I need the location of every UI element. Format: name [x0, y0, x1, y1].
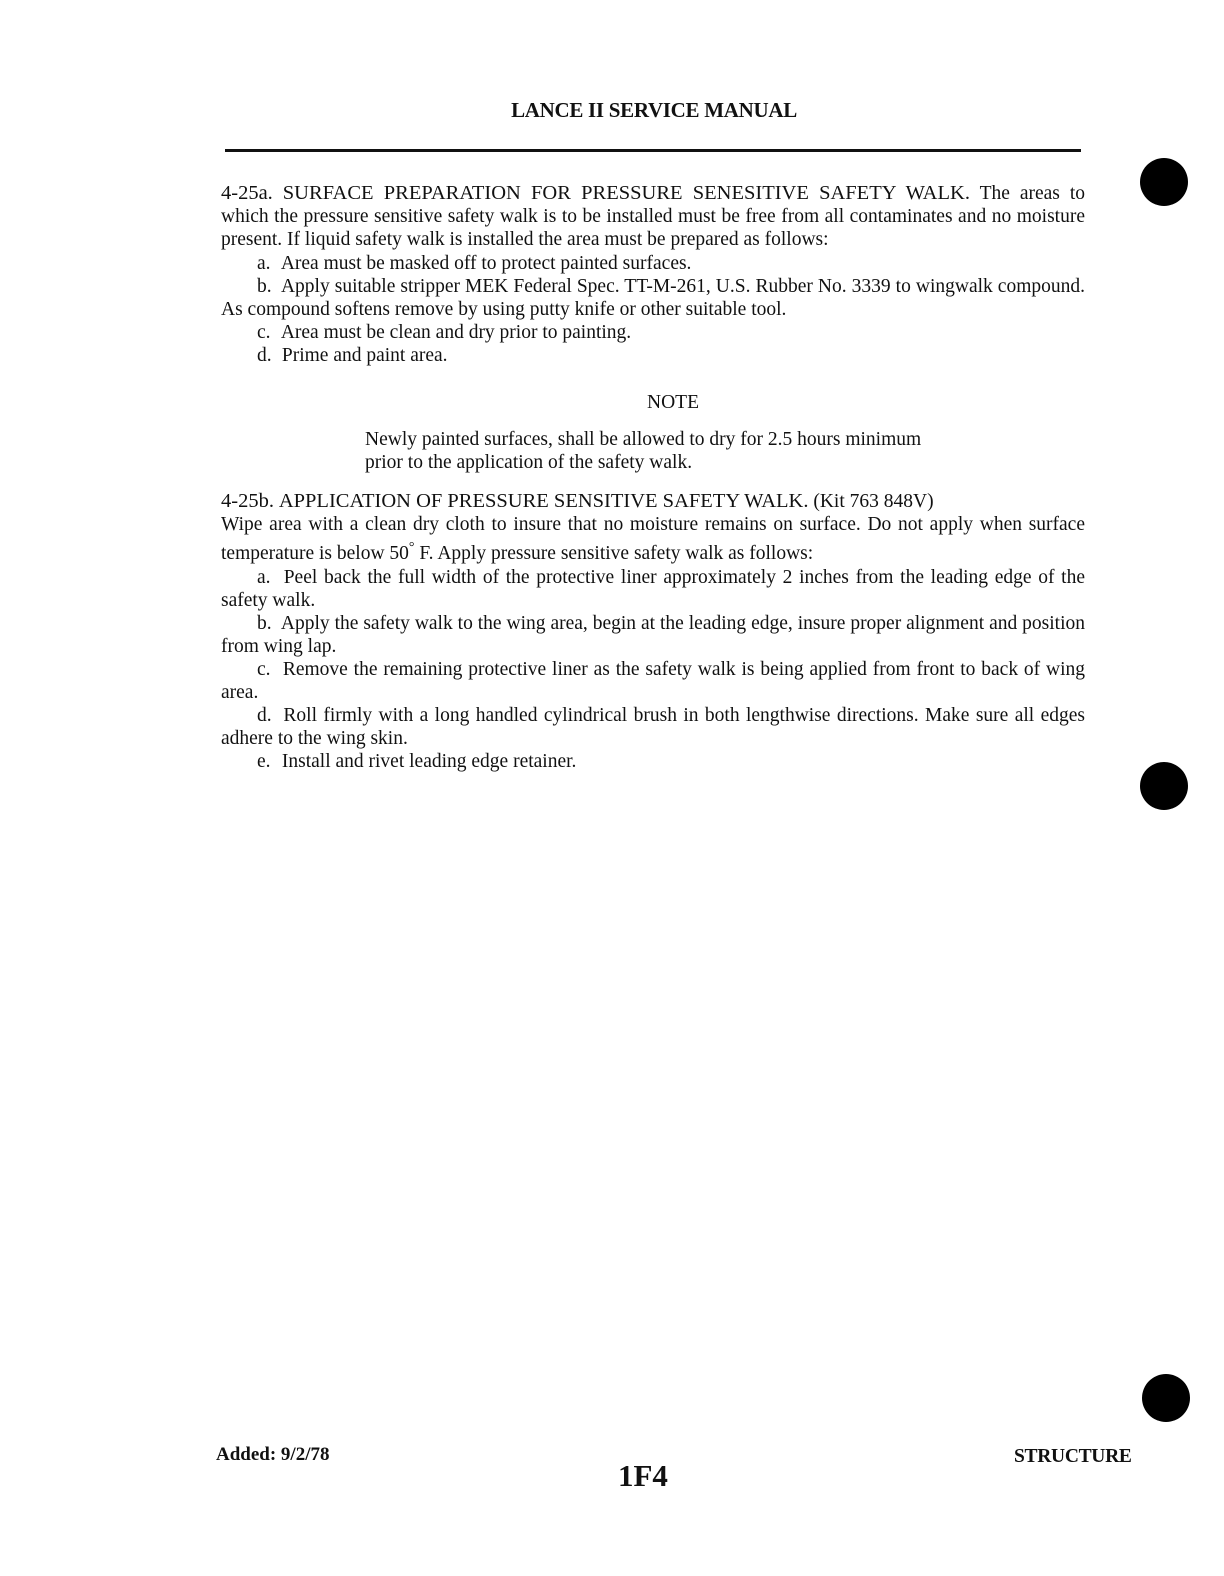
- section-b-heading: APPLICATION OF PRESSURE SENSITIVE SAFETY WALK.: [278, 490, 809, 512]
- section-b-kit-number: (Kit 763 848V): [813, 491, 934, 512]
- section-b-intro-text-end: F. Apply pressure sensitive safety walk as follows:: [414, 543, 814, 564]
- section-b-intro-text: Wipe area with a clean dry cloth to insure that no moisture remains on surface. Do not apply when surface temperature is below 50: [221, 514, 1085, 564]
- footer-chapter: STRUCTURE: [1014, 1446, 1132, 1467]
- step-label: a.: [257, 567, 271, 588]
- section-a-heading: SURFACE PREPARATION FOR PRESSURE SENESITIVE SAFETY WALK.: [282, 182, 970, 204]
- punch-hole-top: [1140, 158, 1188, 206]
- punch-hole-bottom: [1142, 1374, 1190, 1422]
- section-b-step: [221, 612, 1085, 658]
- step-text: Area must be masked off to protect painted surfaces.: [280, 253, 692, 274]
- section-b-intro: [221, 513, 1085, 565]
- section-b-step: [221, 704, 1085, 750]
- section-a-step: [221, 275, 1085, 321]
- page-header-title: LANCE II SERVICE MANUAL: [511, 98, 797, 122]
- section-b-heading-line: [221, 490, 1085, 513]
- footer-page-code: 1F4: [618, 1458, 668, 1493]
- section-b-step: [221, 566, 1085, 612]
- note-body: Newly painted surfaces, shall be allowed to dry for 2.5 hours minimum prior to the application of the safety walk.: [365, 429, 922, 473]
- note-title: NOTE: [647, 392, 699, 413]
- section-a-number: 4-25a.: [221, 182, 273, 204]
- section-a-step: [221, 321, 1085, 344]
- document-body: [221, 182, 1085, 773]
- step-text: Remove the remaining protective liner as the safety walk is being applied from front to back of wing area.: [221, 659, 1085, 703]
- step-text: Peel back the full width of the protective liner approximately 2 inches from the leading edge of the safety walk.: [221, 567, 1085, 611]
- step-text: Apply suitable stripper MEK Federal Spec. TT-M-261, U.S. Rubber No. 3339 to wingwalk compound. As compound softens remove by using putty knife or other suitable tool.: [221, 276, 1085, 320]
- step-label: a.: [257, 253, 271, 274]
- section-a-step: [221, 252, 1085, 275]
- section-a-paragraph: [221, 182, 1085, 251]
- section-a-intro: The areas to which the pressure sensitive safety walk is to be installed must be free from all contaminates and no moisture present. If liquid safety walk is installed the area must be prepared as follows:: [221, 183, 1086, 250]
- punch-hole-middle: [1140, 762, 1188, 810]
- step-text: Prime and paint area.: [281, 345, 448, 366]
- step-text: Roll firmly with a long handled cylindrical brush in both lengthwise directions. Make sure all edges adhere to the wing skin.: [221, 705, 1085, 749]
- section-b-number: 4-25b.: [221, 490, 274, 512]
- degree-symbol: °: [408, 540, 415, 555]
- step-label: e.: [257, 751, 271, 772]
- step-label: c.: [257, 659, 271, 680]
- section-a-step: [221, 344, 1085, 367]
- footer-added-date: Added: 9/2/78: [216, 1444, 330, 1465]
- step-label: d.: [257, 705, 272, 726]
- step-text: Area must be clean and dry prior to painting.: [280, 322, 632, 343]
- section-b-step: [221, 658, 1085, 704]
- section-b-step: [221, 750, 1085, 773]
- step-text: Apply the safety walk to the wing area, begin at the leading edge, insure proper alignment and position from wing lap.: [221, 613, 1085, 657]
- step-label: b.: [257, 276, 272, 297]
- step-label: b.: [257, 613, 272, 634]
- step-text: Install and rivet leading edge retainer.: [281, 751, 577, 772]
- header-divider: [225, 149, 1081, 152]
- step-label: c.: [257, 322, 271, 343]
- step-label: d.: [257, 345, 272, 366]
